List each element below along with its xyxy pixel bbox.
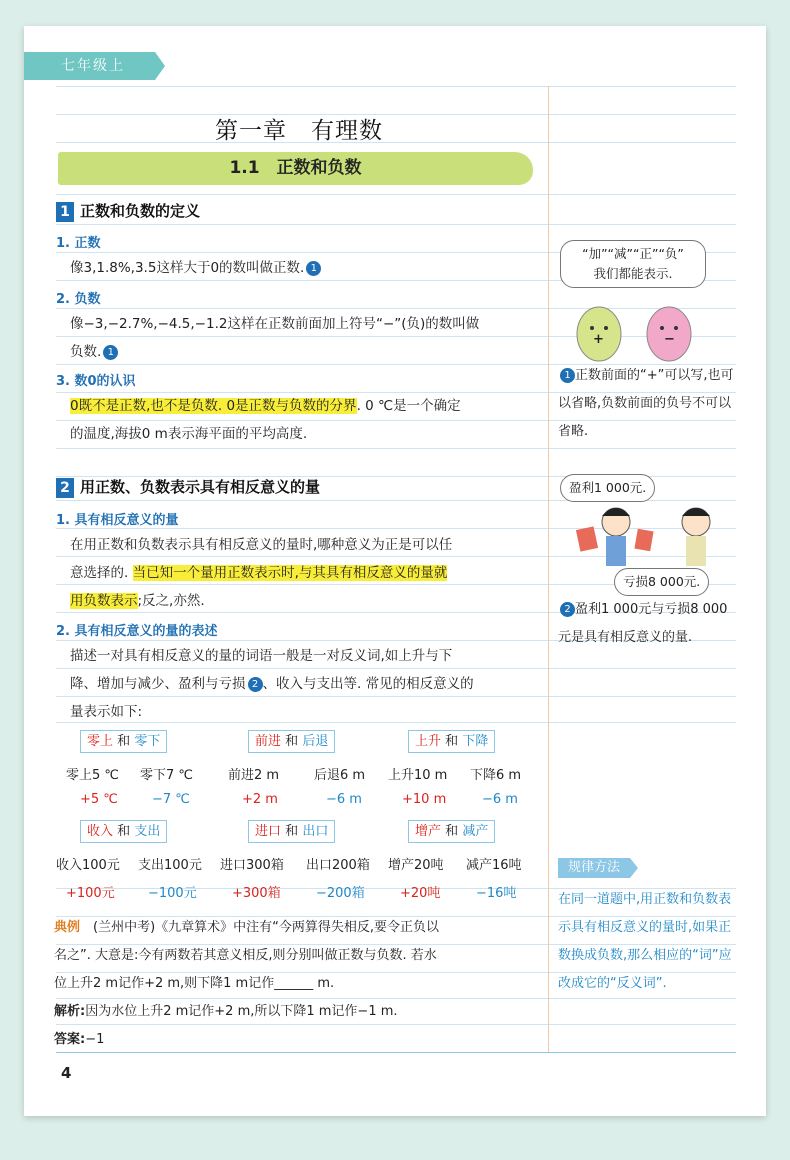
para-line: 在用正数和负数表示具有相反意义的量时,哪种意义为正是可以任	[70, 537, 453, 553]
para-line	[70, 338, 540, 366]
example-positive: 收入100元	[56, 858, 120, 873]
annotation-mark: 1	[103, 345, 118, 360]
pair-and: 和	[285, 824, 299, 839]
para-text: 像3,1.8%,3.5这样大于0的数叫做正数.	[70, 260, 305, 276]
example-positive: 进口300箱	[220, 858, 284, 873]
annotation-mark: 2	[560, 602, 575, 617]
speech-bubble-profit: 盈利1 000元.	[560, 474, 655, 502]
pair-negative: 减产	[462, 824, 489, 839]
pair-negative: 出口	[302, 824, 329, 839]
example-line	[54, 914, 544, 942]
value-positive: +300箱	[232, 886, 281, 901]
analysis-line	[54, 998, 544, 1026]
page-number: 4	[61, 1064, 72, 1082]
example-positive: 上升10 m	[388, 768, 448, 783]
value-positive: +5 ℃	[80, 792, 118, 807]
value-positive: +2 m	[242, 792, 278, 807]
minus-sign-label: −	[664, 332, 675, 347]
pair-negative: 零下	[134, 734, 161, 749]
sub-positive: 1. 正数	[56, 236, 101, 251]
example-negative: 减产16吨	[466, 858, 522, 873]
value-negative: −7 ℃	[152, 792, 190, 807]
pair-box-1	[80, 730, 167, 753]
sub-expression: 2. 具有相反意义的量的表述	[56, 624, 218, 639]
sub-negative: 2. 负数	[56, 292, 101, 307]
para-text: 、收入与支出等. 常见的相反意义的	[262, 676, 474, 692]
para-line: 量表示如下:	[70, 704, 143, 720]
sub-opposite-quantities: 1. 具有相反意义的量	[56, 513, 179, 528]
para-line	[70, 559, 540, 587]
pair-box-2	[248, 730, 335, 753]
pair-box-6	[408, 820, 495, 843]
pair-and: 和	[445, 824, 459, 839]
example-positive: 零上5 ℃	[66, 768, 120, 783]
example-text: (兰州中考)《九章算术》中注有“今两算得失相反,要令正负以	[93, 920, 440, 935]
para-text: . 0 ℃是一个确定	[356, 398, 461, 414]
highlight-text: 用负数表示	[70, 593, 138, 609]
section-number: 2	[56, 478, 74, 498]
bubble-text: 我们都能表示.	[593, 266, 673, 281]
ruled-line	[56, 448, 736, 449]
example-line: 名之”. 大意是:今有两数若其意义相反,则分别叫做正数与负数. 若水	[54, 948, 437, 963]
rule-method-tag: 规律方法	[558, 858, 630, 878]
pair-positive: 进口	[255, 824, 282, 839]
pair-positive: 增产	[415, 824, 442, 839]
speech-bubble-loss: 亏损8 000元.	[614, 568, 709, 596]
example-negative: 支出100元	[138, 858, 202, 873]
pair-box-3	[408, 730, 495, 753]
margin-divider	[548, 86, 549, 1052]
speech-bubble-1	[560, 240, 706, 288]
heading-text: 用正数、负数表示具有相反意义的量	[80, 478, 321, 496]
heading-text: 正数和负数的定义	[80, 202, 201, 220]
grade-tab: 七年级上	[24, 52, 155, 80]
example-negative: 出口200箱	[306, 858, 370, 873]
plus-minus-characters-illustration	[564, 296, 714, 366]
section-number: 1	[56, 202, 74, 222]
highlight-text: 0既不是正数,也不是负数. 0是正数与负数的分界	[70, 398, 357, 414]
pair-box-4	[80, 820, 167, 843]
sub-zero: 3. 数0的认识	[56, 374, 136, 389]
para-line: 的温度,海拔0 m表示海平面的平均高度.	[70, 426, 308, 442]
highlight-text: 当已知一个量用正数表示时,与其具有相反意义的量就	[132, 565, 448, 581]
pair-negative: 支出	[134, 824, 161, 839]
pair-and: 和	[117, 734, 131, 749]
para-text: 负数.	[70, 344, 102, 360]
ruled-line	[56, 86, 736, 87]
para-line	[70, 670, 540, 698]
para-line	[70, 392, 540, 420]
value-positive: +20吨	[400, 886, 441, 901]
example-positive: 前进2 m	[228, 768, 280, 783]
pair-negative: 下降	[462, 734, 489, 749]
analysis-label: 解析:	[54, 1004, 86, 1019]
example-negative: 后退6 m	[314, 768, 366, 783]
para-line: 像−3,−2.7%,−4.5,−1.2这样在正数前面加上符号“−”(负)的数叫做	[70, 316, 480, 332]
example-negative: 下降6 m	[470, 768, 522, 783]
pair-positive: 前进	[255, 734, 282, 749]
plus-sign-label: +	[593, 332, 604, 347]
pair-box-5	[248, 820, 335, 843]
heading-opposite	[56, 476, 320, 498]
answer-label: 答案:	[54, 1032, 86, 1047]
chapter-title: 第一章 有理数	[215, 118, 383, 144]
para-opposite	[70, 531, 540, 615]
value-negative: −200箱	[316, 886, 365, 901]
pair-positive: 收入	[87, 824, 114, 839]
para-expression	[70, 642, 540, 726]
example-positive: 增产20吨	[388, 858, 444, 873]
pair-and: 和	[445, 734, 459, 749]
two-boys-illustration	[572, 500, 742, 578]
annotation-mark: 1	[560, 368, 575, 383]
note-2	[558, 596, 740, 652]
value-negative: −6 m	[326, 792, 362, 807]
para-negative	[70, 310, 540, 366]
value-positive: +10 m	[402, 792, 447, 807]
pair-positive: 上升	[415, 734, 442, 749]
ruled-line	[56, 194, 736, 195]
example-negative: 零下7 ℃	[140, 768, 194, 783]
bubble-text: “加”“减”“正”“负”	[582, 246, 684, 261]
rule-method-text: 在同一道题中,用正数和负数表示具有相反意义的量时,如果正数换成负数,那么相应的“词”应改成它的“反义词”.	[558, 892, 732, 991]
answer-line	[54, 1026, 544, 1054]
pair-and: 和	[285, 734, 299, 749]
value-negative: −100元	[148, 886, 197, 901]
example-line: 位上升2 m记作+2 m,则下降1 m记作______ m.	[54, 976, 335, 991]
note-text: 正数前面的“+”可以写,也可以省略,负数前面的负号不可以省略.	[558, 368, 734, 439]
example-label: 典例	[54, 920, 81, 935]
para-line	[70, 587, 540, 615]
note-text: 盈利1 000元与亏损8 000元是具有相反意义的量.	[558, 602, 728, 645]
page	[24, 26, 766, 1116]
example-block	[54, 914, 544, 1054]
value-negative: −6 m	[482, 792, 518, 807]
section-title: 1.1 正数和负数	[229, 158, 362, 178]
para-line: 描述一对具有相反意义的量的词语一般是一对反义词,如上升与下	[70, 648, 453, 664]
para-zero	[70, 392, 540, 448]
para-text: 降、增加与减少、盈利与亏损	[70, 676, 246, 692]
note-1	[558, 362, 740, 446]
annotation-mark: 1	[306, 261, 321, 276]
ruled-line	[56, 224, 736, 225]
analysis-text: 因为水位上升2 m记作+2 m,所以下降1 m记作−1 m.	[85, 1004, 398, 1019]
para-text: ;反之,亦然.	[137, 593, 205, 609]
pair-and: 和	[117, 824, 131, 839]
value-negative: −16吨	[476, 886, 517, 901]
para-text: 意选择的.	[70, 565, 133, 581]
heading-definitions	[56, 200, 200, 222]
answer-text: −1	[85, 1032, 105, 1047]
para-positive	[70, 254, 540, 282]
annotation-mark: 2	[248, 677, 263, 692]
value-positive: +100元	[66, 886, 115, 901]
pair-positive: 零上	[87, 734, 114, 749]
pair-negative: 后退	[302, 734, 329, 749]
